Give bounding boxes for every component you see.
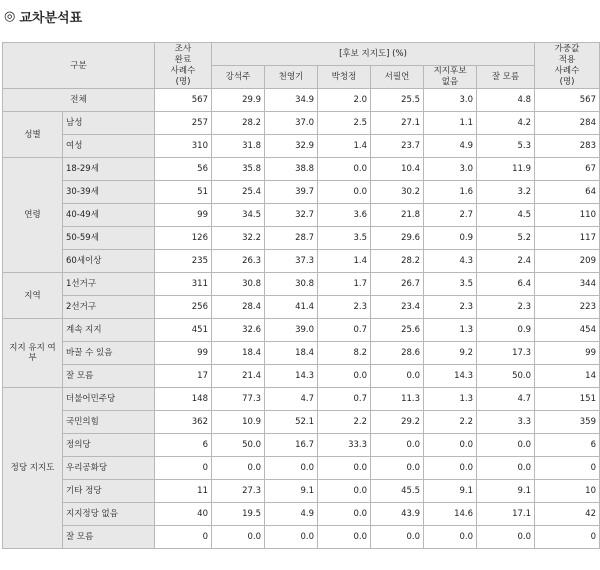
table-cell: 0.0 <box>318 526 371 549</box>
header-candidate-group: [후보 지지도] (%) <box>212 43 535 66</box>
row-label: 잘 모름 <box>63 365 155 388</box>
table-cell: 4.9 <box>424 135 477 158</box>
row-label: 2선거구 <box>63 296 155 319</box>
table-cell: 19.5 <box>212 503 265 526</box>
table-cell: 17.1 <box>477 503 535 526</box>
row-label: 여성 <box>63 135 155 158</box>
table-cell: 0.0 <box>212 457 265 480</box>
table-cell: 28.7 <box>265 227 318 250</box>
table-cell: 29.2 <box>371 411 424 434</box>
table-cell: 52.1 <box>265 411 318 434</box>
table-cell: 0.0 <box>424 434 477 457</box>
table-cell: 77.3 <box>212 388 265 411</box>
table-cell: 39.0 <box>265 319 318 342</box>
table-cell: 0.0 <box>265 526 318 549</box>
table-cell: 39.7 <box>265 181 318 204</box>
table-cell: 0.0 <box>212 526 265 549</box>
row-label: 우리공화당 <box>63 457 155 480</box>
bullseye-icon: ◎ <box>4 8 16 24</box>
table-cell: 28.4 <box>212 296 265 319</box>
table-row <box>3 296 600 319</box>
table-cell: 10.9 <box>212 411 265 434</box>
table-cell: 0.7 <box>318 388 371 411</box>
table-row <box>3 319 600 342</box>
table-cell: 0.0 <box>318 181 371 204</box>
table-cell: 14.6 <box>424 503 477 526</box>
table-cell: 567 <box>535 89 600 112</box>
table-cell: 223 <box>535 296 600 319</box>
group-label: 지지 유지 여부 <box>3 319 63 388</box>
table-cell: 209 <box>535 250 600 273</box>
table-cell: 117 <box>535 227 600 250</box>
table-row <box>3 503 600 526</box>
table-cell: 148 <box>155 388 212 411</box>
table-cell: 257 <box>155 112 212 135</box>
table-cell: 3.0 <box>424 158 477 181</box>
table-cell: 310 <box>155 135 212 158</box>
table-row <box>3 365 600 388</box>
table-cell: 25.6 <box>371 319 424 342</box>
table-cell: 32.6 <box>212 319 265 342</box>
row-label: 계속 지지 <box>63 319 155 342</box>
table-cell: 4.8 <box>477 89 535 112</box>
row-label: 18-29세 <box>63 158 155 181</box>
table-cell: 1.7 <box>318 273 371 296</box>
table-cell: 26.7 <box>371 273 424 296</box>
table-row <box>3 526 600 549</box>
table-cell: 2.0 <box>318 89 371 112</box>
table-cell: 32.7 <box>265 204 318 227</box>
table-cell: 99 <box>155 204 212 227</box>
table-cell: 0.0 <box>477 526 535 549</box>
table-cell: 2.5 <box>318 112 371 135</box>
table-cell: 110 <box>535 204 600 227</box>
table-cell: 4.7 <box>265 388 318 411</box>
table-cell: 0 <box>535 457 600 480</box>
table-cell: 28.2 <box>212 112 265 135</box>
table-cell: 11.3 <box>371 388 424 411</box>
table-cell: 21.4 <box>212 365 265 388</box>
table-cell: 0.0 <box>318 503 371 526</box>
table-row <box>3 480 600 503</box>
row-label: 지지정당 없음 <box>63 503 155 526</box>
page-title-text: 교차분석표 <box>19 10 83 26</box>
table-cell: 284 <box>535 112 600 135</box>
table-cell: 30.2 <box>371 181 424 204</box>
table-cell: 5.3 <box>477 135 535 158</box>
table-cell: 2.3 <box>318 296 371 319</box>
table-cell: 21.8 <box>371 204 424 227</box>
row-label-total: 전체 <box>3 89 155 112</box>
table-cell: 1.3 <box>424 319 477 342</box>
table-cell: 1.4 <box>318 250 371 273</box>
table-row <box>3 388 600 411</box>
table-cell: 1.1 <box>424 112 477 135</box>
table-cell: 0.0 <box>371 526 424 549</box>
header-candidate: 천영기 <box>265 66 318 89</box>
table-cell: 30.8 <box>265 273 318 296</box>
table-cell: 14.3 <box>265 365 318 388</box>
table-cell: 0.0 <box>424 457 477 480</box>
table-cell: 4.3 <box>424 250 477 273</box>
table-cell: 151 <box>535 388 600 411</box>
table-cell: 0.0 <box>371 365 424 388</box>
table-cell: 2.2 <box>424 411 477 434</box>
table-cell: 17.3 <box>477 342 535 365</box>
table-cell: 56 <box>155 158 212 181</box>
table-cell: 9.2 <box>424 342 477 365</box>
table-cell: 256 <box>155 296 212 319</box>
header-category: 구분 <box>3 43 155 89</box>
table-row <box>3 181 600 204</box>
row-label: 남성 <box>63 112 155 135</box>
table-row <box>3 204 600 227</box>
table-cell: 29.6 <box>371 227 424 250</box>
table-cell: 311 <box>155 273 212 296</box>
table-cell: 0.0 <box>318 365 371 388</box>
table-cell: 11.9 <box>477 158 535 181</box>
table-row <box>3 112 600 135</box>
table-cell: 45.5 <box>371 480 424 503</box>
table-cell: 2.3 <box>424 296 477 319</box>
row-label: 국민의힘 <box>63 411 155 434</box>
table-cell: 27.1 <box>371 112 424 135</box>
table-cell: 23.4 <box>371 296 424 319</box>
table-cell: 3.6 <box>318 204 371 227</box>
table-cell: 50.0 <box>477 365 535 388</box>
row-label: 50-59세 <box>63 227 155 250</box>
table-cell: 25.4 <box>212 181 265 204</box>
table-cell: 0.0 <box>265 457 318 480</box>
table-cell: 8.2 <box>318 342 371 365</box>
table-cell: 9.1 <box>477 480 535 503</box>
table-row <box>3 342 600 365</box>
table-row <box>3 457 600 480</box>
table-cell: 0 <box>155 457 212 480</box>
table-cell: 37.3 <box>265 250 318 273</box>
table-cell: 0.0 <box>424 526 477 549</box>
table-cell: 451 <box>155 319 212 342</box>
table-cell: 18.4 <box>265 342 318 365</box>
table-cell: 0.0 <box>318 457 371 480</box>
table-cell: 14 <box>535 365 600 388</box>
page-title <box>0 0 600 32</box>
table-cell: 37.0 <box>265 112 318 135</box>
table-row <box>3 273 600 296</box>
header-candidate: 잘 모름 <box>477 66 535 89</box>
table-cell: 0.9 <box>424 227 477 250</box>
table-cell: 4.9 <box>265 503 318 526</box>
table-row <box>3 411 600 434</box>
table-cell: 29.9 <box>212 89 265 112</box>
table-cell: 16.7 <box>265 434 318 457</box>
table-cell: 9.1 <box>424 480 477 503</box>
row-label: 60세이상 <box>63 250 155 273</box>
table-row <box>3 158 600 181</box>
table-cell: 67 <box>535 158 600 181</box>
table-cell: 1.3 <box>424 388 477 411</box>
table-row-total <box>3 89 600 112</box>
table-cell: 4.7 <box>477 388 535 411</box>
row-label: 1선거구 <box>63 273 155 296</box>
table-cell: 0 <box>535 526 600 549</box>
table-cell: 32.2 <box>212 227 265 250</box>
table-cell: 2.4 <box>477 250 535 273</box>
table-cell: 18.4 <box>212 342 265 365</box>
table-cell: 6.4 <box>477 273 535 296</box>
table-cell: 2.7 <box>424 204 477 227</box>
table-cell: 6 <box>155 434 212 457</box>
row-label: 30-39세 <box>63 181 155 204</box>
table-cell: 27.3 <box>212 480 265 503</box>
table-cell: 41.4 <box>265 296 318 319</box>
table-cell: 23.7 <box>371 135 424 158</box>
table-cell: 42 <box>535 503 600 526</box>
table-cell: 34.9 <box>265 89 318 112</box>
table-cell: 11 <box>155 480 212 503</box>
table-cell: 3.3 <box>477 411 535 434</box>
table-cell: 64 <box>535 181 600 204</box>
row-label: 더불어민주당 <box>63 388 155 411</box>
table-cell: 454 <box>535 319 600 342</box>
header-candidate: 박청정 <box>318 66 371 89</box>
table-cell: 50.0 <box>212 434 265 457</box>
table-cell: 26.3 <box>212 250 265 273</box>
table-cell: 10 <box>535 480 600 503</box>
table-cell: 31.8 <box>212 135 265 158</box>
table-cell: 4.5 <box>477 204 535 227</box>
group-label: 지역 <box>3 273 63 319</box>
table-cell: 567 <box>155 89 212 112</box>
table-row <box>3 227 600 250</box>
table-cell: 3.5 <box>318 227 371 250</box>
table-cell: 362 <box>155 411 212 434</box>
crosstab-table <box>2 42 600 549</box>
table-cell: 126 <box>155 227 212 250</box>
table-cell: 359 <box>535 411 600 434</box>
table-cell: 25.5 <box>371 89 424 112</box>
table-cell: 0 <box>155 526 212 549</box>
row-label: 잘 모름 <box>63 526 155 549</box>
table-cell: 99 <box>155 342 212 365</box>
table-cell: 38.8 <box>265 158 318 181</box>
table-cell: 30.8 <box>212 273 265 296</box>
row-label: 정의당 <box>63 434 155 457</box>
row-label: 기타 정당 <box>63 480 155 503</box>
table-cell: 5.2 <box>477 227 535 250</box>
table-cell: 0.0 <box>477 434 535 457</box>
header-sample-count: 조사 완료 사례수 (명) <box>155 43 212 89</box>
group-label: 연령 <box>3 158 63 273</box>
table-cell: 3.2 <box>477 181 535 204</box>
header-candidate: 강석주 <box>212 66 265 89</box>
table-cell: 51 <box>155 181 212 204</box>
table-cell: 43.9 <box>371 503 424 526</box>
table-cell: 0.9 <box>477 319 535 342</box>
table-cell: 2.2 <box>318 411 371 434</box>
table-cell: 28.6 <box>371 342 424 365</box>
table-cell: 10.4 <box>371 158 424 181</box>
table-cell: 14.3 <box>424 365 477 388</box>
table-cell: 3.5 <box>424 273 477 296</box>
table-cell: 1.4 <box>318 135 371 158</box>
row-label: 40-49세 <box>63 204 155 227</box>
table-cell: 2.3 <box>477 296 535 319</box>
table-cell: 32.9 <box>265 135 318 158</box>
table-cell: 9.1 <box>265 480 318 503</box>
table-cell: 0.0 <box>318 158 371 181</box>
table-cell: 34.5 <box>212 204 265 227</box>
table-cell: 40 <box>155 503 212 526</box>
table-cell: 35.8 <box>212 158 265 181</box>
row-label: 바꿀 수 있음 <box>63 342 155 365</box>
header-candidate: 지지후보 없음 <box>424 66 477 89</box>
table-cell: 33.3 <box>318 434 371 457</box>
table-row <box>3 434 600 457</box>
table-cell: 17 <box>155 365 212 388</box>
header-candidate: 서필언 <box>371 66 424 89</box>
header-weighted-count: 가중값 적용 사례수 (명) <box>535 43 600 89</box>
table-cell: 6 <box>535 434 600 457</box>
table-cell: 1.6 <box>424 181 477 204</box>
table-cell: 283 <box>535 135 600 158</box>
table-cell: 0.0 <box>318 480 371 503</box>
group-label: 성별 <box>3 112 63 158</box>
table-cell: 0.0 <box>371 457 424 480</box>
table-cell: 344 <box>535 273 600 296</box>
table-row <box>3 250 600 273</box>
group-label: 정당 지지도 <box>3 388 63 549</box>
table-cell: 28.2 <box>371 250 424 273</box>
table-cell: 0.0 <box>477 457 535 480</box>
table-cell: 3.0 <box>424 89 477 112</box>
table-cell: 4.2 <box>477 112 535 135</box>
table-cell: 0.0 <box>371 434 424 457</box>
table-cell: 0.7 <box>318 319 371 342</box>
table-cell: 99 <box>535 342 600 365</box>
table-cell: 235 <box>155 250 212 273</box>
table-row <box>3 135 600 158</box>
